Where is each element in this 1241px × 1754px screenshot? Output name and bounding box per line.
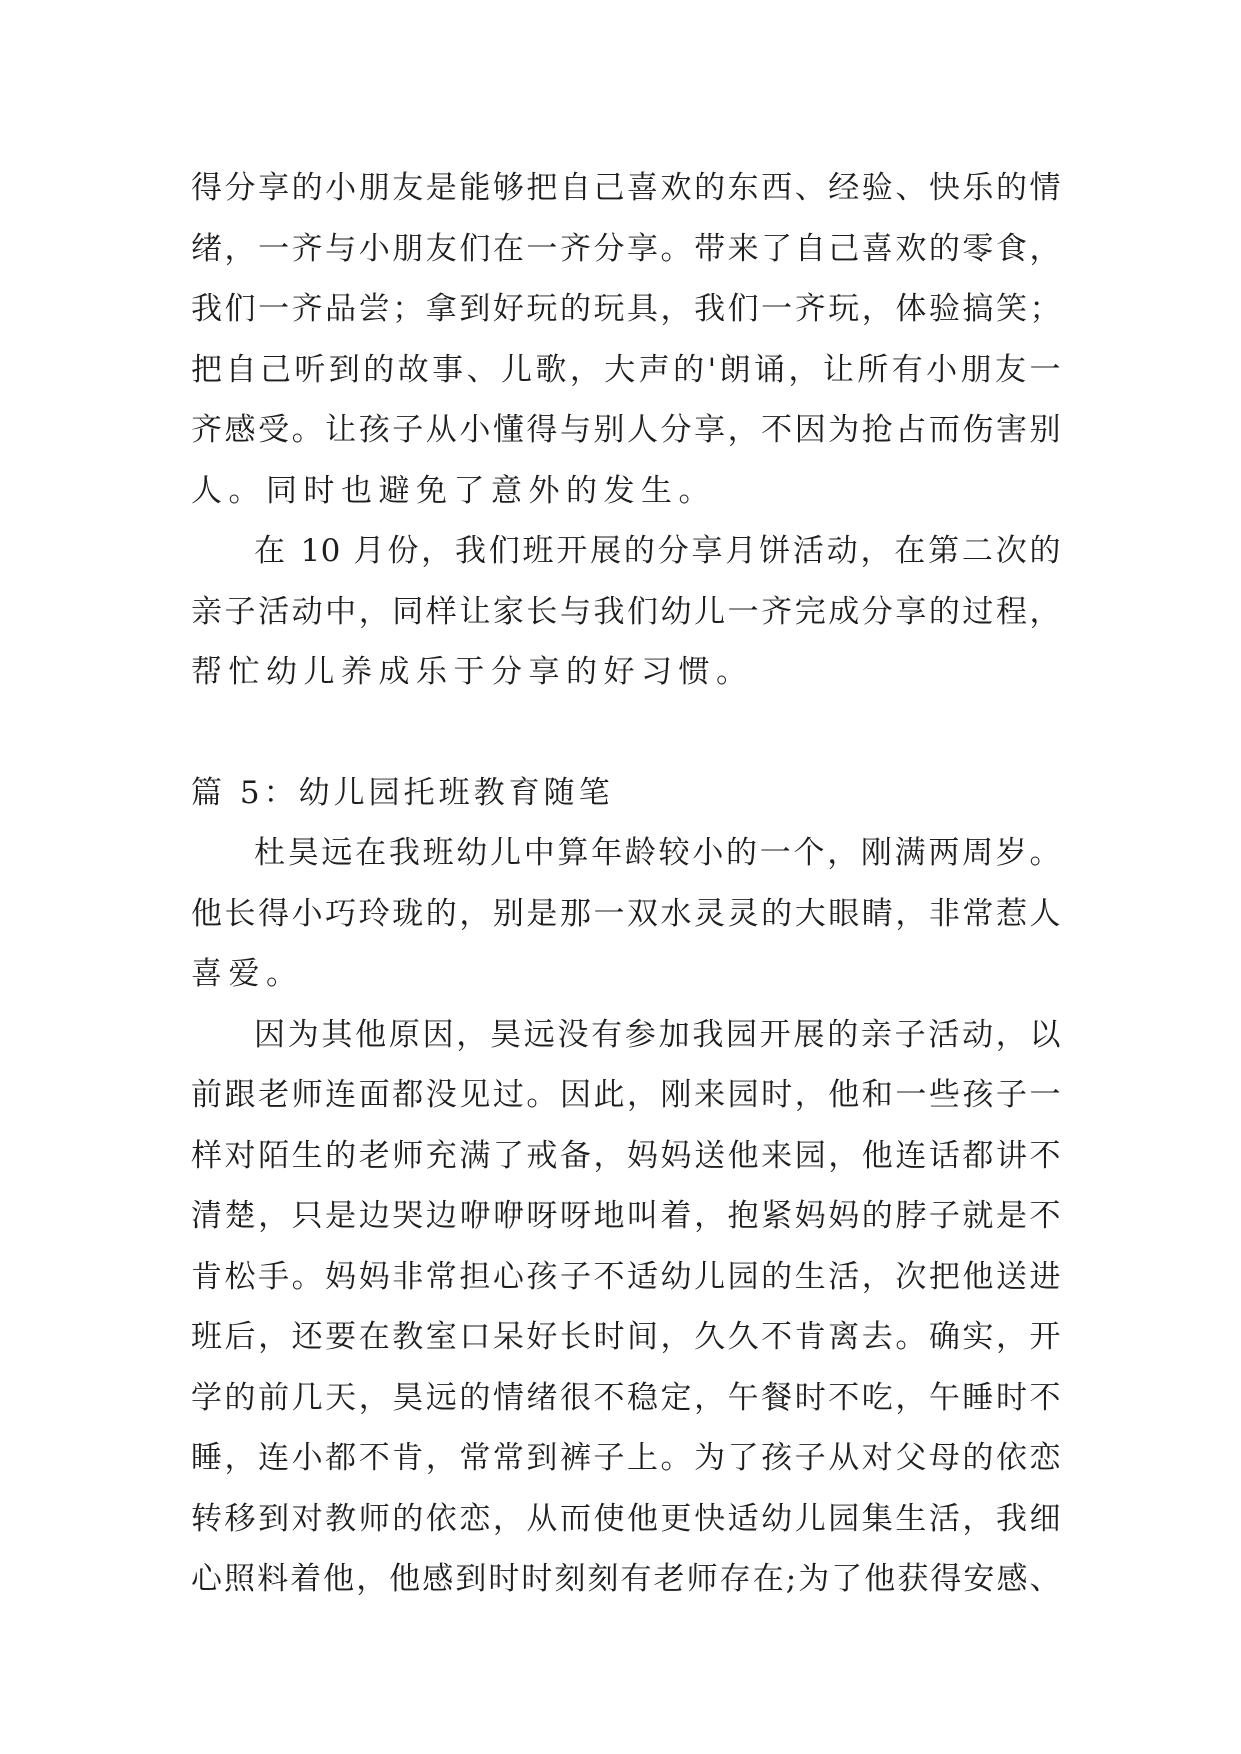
text-line: 齐感受。让孩子从小懂得与别人分享，不因为抢占而伤害别: [191, 412, 1061, 448]
text-line: 转移到对教师的依恋，从而使他更快适幼儿园集生活，我细: [191, 1500, 1061, 1537]
text-line: 样对陌生的老师充满了戒备，妈妈送他来园，他连话都讲不: [191, 1137, 1061, 1174]
text-line: 得分享的小朋友是能够把自己喜欢的东西、经验、快乐的情: [191, 170, 1061, 206]
text-line: 因为其他原因，昊远没有参加我园开展的亲子活动，以: [254, 1016, 1061, 1053]
text-line: 学的前几天，昊远的情绪很不稳定，午餐时不吃，午睡时不: [191, 1379, 1061, 1416]
text-line: 心照料着他，他感到时时刻刻有老师存在;为了他获得安感、: [191, 1561, 1061, 1597]
paragraph-4: [191, 1005, 1061, 1610]
text-line: 肯松手。妈妈非常担心孩子不适幼儿园的生活，次把他送进: [191, 1258, 1061, 1295]
text-line: 班后，还要在教室口呆好长时间，久久不肯离去。确实，开: [191, 1319, 1061, 1355]
text-line: 绪，一齐与小朋友们在一齐分享。带来了自己喜欢的零食，: [191, 230, 1061, 267]
document-body: [191, 158, 1061, 1610]
text-line: 我们一齐品尝；拿到好玩的玩具，我们一齐玩，体验搞笑；: [191, 291, 1061, 327]
text-line: 亲子活动中，同样让家长与我们幼儿一齐完成分享的过程，: [191, 593, 1061, 630]
text-line: 睡，连小都不肯，常常到裤子上。为了孩子从对父母的依恋: [191, 1440, 1061, 1476]
text-line: 喜爱。: [191, 956, 304, 992]
section-heading: 篇 5：幼儿园托班教育随笔: [191, 774, 614, 811]
text-line: 把自己听到的故事、儿歌，大声的'朗诵，让所有小朋友一: [191, 351, 1061, 388]
paragraph-2: [191, 521, 1061, 703]
text-line: 清楚，只是边哭边咿咿呀呀地叫着，抱紧妈妈的脖子就是不: [191, 1198, 1061, 1234]
text-line: 前跟老师连面都没见过。因此，刚来园时，他和一些孩子一: [191, 1077, 1061, 1113]
text-line: 帮忙幼儿养成乐于分享的好习惯。: [191, 654, 754, 690]
text-line: 在 10 月份，我们班开展的分享月饼活动，在第二次的: [254, 533, 1061, 569]
text-line: 人。同时也避免了意外的发生。: [191, 472, 716, 509]
text-line: 他长得小巧玲珑的，别是那一双水灵灵的大眼睛，非常惹人: [191, 895, 1061, 932]
paragraph-3: [191, 823, 1061, 1005]
text-line: 杜昊远在我班幼儿中算年龄较小的一个，刚满两周岁。: [254, 835, 1061, 871]
paragraph-1: [191, 158, 1061, 521]
